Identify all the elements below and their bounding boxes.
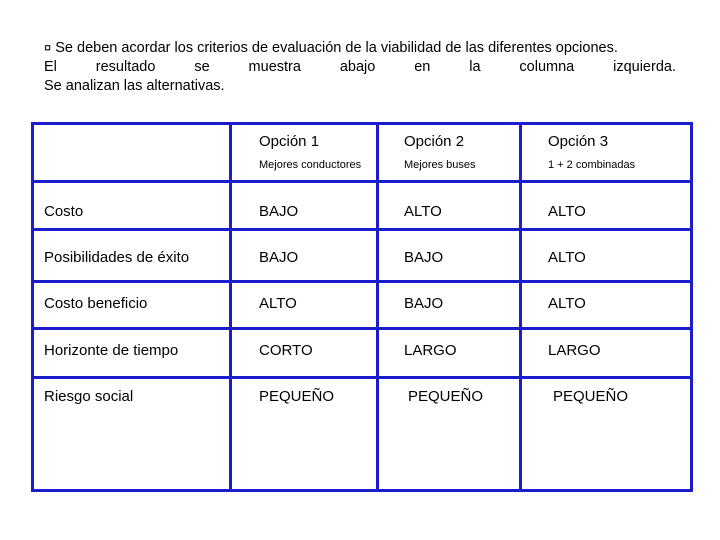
intro-line-1: ¤ Se deben acordar los criterios de evaluación de la viabilidad de las diferentes opciones. [44,40,618,56]
table-cell: PEQUEÑO [259,388,335,405]
table-cell: PEQUEÑO [408,388,484,405]
intro-line-3: Se analizan las alternativas. [44,78,225,94]
criterion-posibilidades: Posibilidades de éxito [44,249,190,266]
bullet-icon: ¤ [44,40,52,55]
table-divider [34,228,690,231]
table-cell: ALTO [548,203,586,220]
criterion-costo: Costo [44,203,84,220]
table-divider [34,376,690,379]
option-2-title: Opción 2 [404,133,465,150]
criterion-costo-beneficio: Costo beneficio [44,295,148,312]
table-cell: ALTO [548,295,586,312]
table-divider [34,180,690,183]
intro-line-2: El resultado se muestra abajo en la columna izquierda. [44,59,676,75]
table-cell: BAJO [404,249,444,266]
option-1-subtitle: Mejores conductores [259,159,362,171]
table-cell: LARGO [404,342,457,359]
table-divider [34,327,690,330]
table-cell: BAJO [259,249,299,266]
table-divider [34,280,690,283]
table-cell: ALTO [548,249,586,266]
table-cell: BAJO [259,203,299,220]
table-cell: LARGO [548,342,601,359]
table-cell: ALTO [259,295,297,312]
table-cell: PEQUEÑO [553,388,629,405]
option-3-subtitle: 1 + 2 combinadas [548,159,636,171]
table-cell: ALTO [404,203,442,220]
criterion-riesgo-social: Riesgo social [44,388,134,405]
intro-text [44,38,676,96]
evaluation-table [31,122,693,492]
table-cell: BAJO [404,295,444,312]
option-3-title: Opción 3 [548,133,609,150]
option-2-subtitle: Mejores buses [404,159,476,171]
option-1-title: Opción 1 [259,133,320,150]
table-cell: CORTO [259,342,313,359]
criterion-horizonte: Horizonte de tiempo [44,342,179,359]
